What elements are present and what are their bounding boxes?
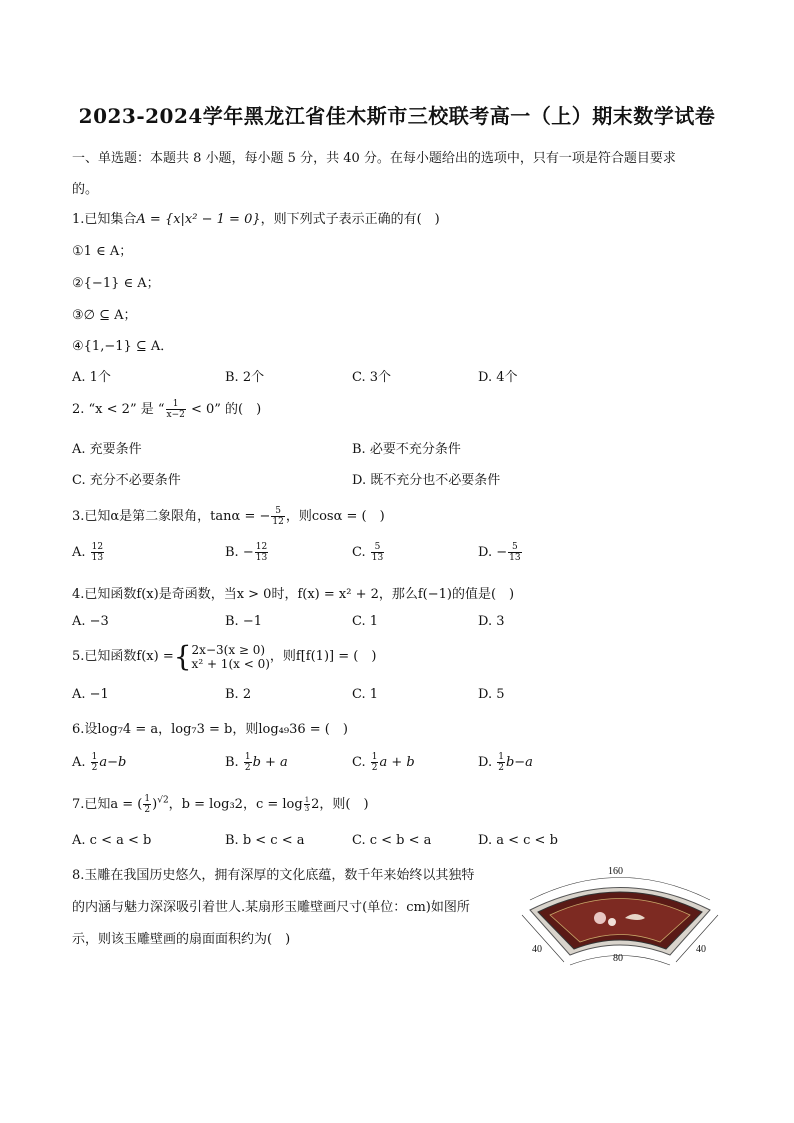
question-6-option-d[interactable]: D. $\frac{1}{2}$ b−a bbox=[478, 752, 533, 773]
question-4-stem: 4.已知函数f(x)是奇函数，当x > 0时，f(x) = x² + 2，那么f(−1)的值是( ) bbox=[72, 587, 515, 602]
brace-symbol: { bbox=[173, 640, 192, 673]
question-1-item-4: ④{1,−1} ⊆ A． bbox=[72, 339, 174, 354]
piecewise-function: 2x−3(x ≥ 0) x² + 1(x < 0) bbox=[191, 642, 270, 671]
question-1-item-3: ③∅ ⊆ A； bbox=[72, 308, 137, 323]
question-4-option-a[interactable]: A. −3 bbox=[72, 614, 109, 629]
question-8-line-1: 8.玉雕在我国历史悠久，拥有深厚的文化底蕴，数千年来始终以其独特 bbox=[72, 868, 475, 883]
question-5-option-d[interactable]: D. 5 bbox=[478, 687, 505, 702]
question-3-option-c[interactable]: C. $\frac{5}{13}$ bbox=[352, 542, 384, 563]
flower-decoration bbox=[594, 912, 606, 924]
question-7-option-b[interactable]: B. b < c < a bbox=[225, 833, 305, 848]
question-7-option-c[interactable]: C. c < b < a bbox=[352, 833, 432, 848]
flower-decoration bbox=[608, 918, 616, 926]
question-1-option-c[interactable]: C. 3个 bbox=[352, 370, 392, 385]
fan-carving-figure bbox=[520, 860, 720, 970]
question-2-option-a[interactable]: A. 充要条件 bbox=[72, 442, 142, 457]
dimension-label-top: 160 bbox=[608, 866, 623, 877]
question-6-stem: 6.设log₇4 = a，log₇3 = b，则log₄₉36 = ( ) bbox=[72, 722, 348, 737]
section-instructions: 一、单选题：本题共 8 小题，每小题 5 分，共 40 分。在每小题给出的选项中，只有一项是符合题目要求 bbox=[72, 151, 676, 166]
fraction: $\frac{5}{12}$ bbox=[272, 506, 284, 527]
question-5-option-c[interactable]: C. 1 bbox=[352, 687, 379, 702]
question-8-line-2: 的内涵与魅力深深吸引着世人.某扇形玉雕壁画尺寸(单位：cm)如图所 bbox=[72, 900, 470, 915]
question-2-option-b[interactable]: B. 必要不充分条件 bbox=[352, 442, 461, 457]
question-7-option-d[interactable]: D. a < c < b bbox=[478, 833, 558, 848]
question-1-stem: 1.已知集合A = {x|x² − 1 = 0}，则下列式子表示正确的有( ) bbox=[72, 212, 440, 227]
question-6-option-c[interactable]: C. $\frac{1}{2}$ a + b bbox=[352, 752, 415, 773]
question-4-option-d[interactable]: D. 3 bbox=[478, 614, 505, 629]
dimension-label-left: 40 bbox=[532, 944, 542, 955]
question-8-line-3: 示，则该玉雕壁画的扇面面积约为( ) bbox=[72, 932, 291, 947]
question-4-option-c[interactable]: C. 1 bbox=[352, 614, 379, 629]
question-4-option-b[interactable]: B. −1 bbox=[225, 614, 262, 629]
fraction: $\frac{1}{x-2}$ bbox=[166, 399, 185, 420]
question-7-stem: 7.已知a = ( $\frac{1}{2}$ )$^{√2}$，b = log₃2，c = log $\frac{1}{3}$ 2，则( ) bbox=[72, 794, 369, 815]
section-instructions-cont: 的。 bbox=[72, 182, 99, 197]
question-2-stem: 2. “x < 2” 是 “ $\frac{1}{x-2}$ < 0” 的( ) bbox=[72, 399, 262, 420]
exam-title: 2023-2024学年黑龙江省佳木斯市三校联考高一（上）期末数学试卷 bbox=[78, 104, 716, 128]
question-5-option-b[interactable]: B. 2 bbox=[225, 687, 252, 702]
question-1-option-b[interactable]: B. 2个 bbox=[225, 370, 265, 385]
question-5-option-a[interactable]: A. −1 bbox=[72, 687, 109, 702]
question-2-option-d[interactable]: D. 既不充分也不必要条件 bbox=[352, 473, 501, 488]
question-1-item-2: ②{−1} ∈ A； bbox=[72, 276, 160, 291]
question-7-option-a[interactable]: A. c < a < b bbox=[72, 833, 152, 848]
dimension-label-right: 40 bbox=[696, 944, 706, 955]
question-3-option-d[interactable]: D. − $\frac{5}{13}$ bbox=[478, 542, 521, 563]
question-3-option-b[interactable]: B. − $\frac{12}{13}$ bbox=[225, 542, 268, 563]
question-1-option-d[interactable]: D. 4个 bbox=[478, 370, 518, 385]
question-6-option-b[interactable]: B. $\frac{1}{2}$ b + a bbox=[225, 752, 288, 773]
question-5-stem: 5.已知函数f(x) ={ 2x−3(x ≥ 0) x² + 1(x < 0) ，则f[f(1)] = ( ) bbox=[72, 640, 377, 673]
question-1-option-a[interactable]: A. 1个 bbox=[72, 370, 111, 385]
question-2-option-c[interactable]: C. 充分不必要条件 bbox=[72, 473, 181, 488]
question-3-option-a[interactable]: A. $\frac{12}{13}$ bbox=[72, 542, 104, 563]
dimension-label-bottom: 80 bbox=[613, 953, 623, 964]
question-1-item-1: ①1 ∈ A； bbox=[72, 244, 133, 259]
question-6-option-a[interactable]: A. $\frac{1}{2}$ a−b bbox=[72, 752, 127, 773]
question-3-stem: 3.已知α是第二象限角，tanα = − $\frac{5}{12}$ ，则cosα = ( ) bbox=[72, 506, 385, 527]
